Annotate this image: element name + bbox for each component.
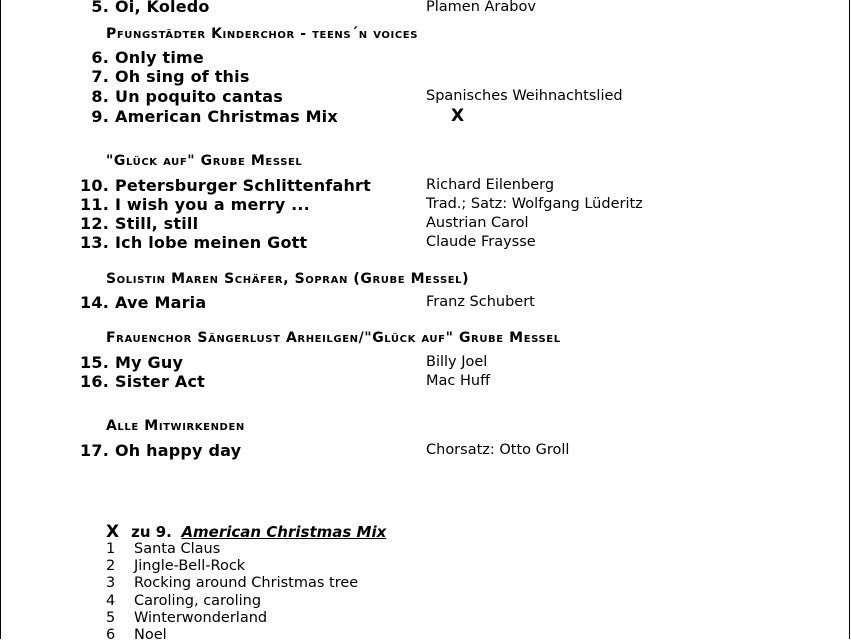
- mix-ref: zu 9.: [131, 523, 172, 541]
- program-item: 17. Oh happy day: [80, 441, 242, 460]
- item-composer: Plamen Arabov: [426, 0, 536, 15]
- item-title: Ave Maria: [115, 293, 207, 312]
- item-composer: Chorsatz: Otto Groll: [426, 442, 570, 458]
- program-item: 5. Oi, Koledo: [73, 0, 210, 16]
- group-heading: Pfungstädter Kinderchor - teens´n voices: [106, 26, 418, 42]
- mix-song: 1 Santa Claus: [106, 541, 221, 557]
- item-composer: Spanisches Weihnachtslied: [426, 88, 623, 104]
- item-title: Still, still: [115, 214, 199, 233]
- item-composer: Franz Schubert: [426, 294, 535, 310]
- item-title: Only time: [115, 48, 204, 67]
- item-title: American Christmas Mix: [115, 107, 338, 126]
- mix-reference-mark: X: [451, 106, 465, 126]
- mix-song: 4 Caroling, caroling: [106, 593, 262, 609]
- group-heading: Alle Mitwirkenden: [106, 418, 245, 434]
- program-item: 13. Ich lobe meinen Gott: [80, 233, 308, 252]
- item-title: Oh happy day: [115, 441, 242, 460]
- item-title: My Guy: [115, 353, 184, 372]
- mix-song: 6 Noel: [106, 627, 167, 643]
- program-item: 9. American Christmas Mix: [91, 107, 338, 126]
- item-composer: Richard Eilenberg: [426, 177, 555, 193]
- item-title: Un poquito cantas: [115, 87, 283, 106]
- program-item: 14. Ave Maria: [80, 293, 207, 312]
- mix-marker: X: [106, 522, 120, 542]
- group-heading: Frauenchor Sängerlust Arheilgen/"Glück auf" Grube Messel: [106, 330, 561, 346]
- program-item: 8. Un poquito cantas: [91, 87, 283, 106]
- program-item: 7. Oh sing of this: [91, 67, 250, 86]
- item-composer: Mac Huff: [426, 373, 491, 389]
- item-title: Oi, Koledo: [115, 0, 210, 16]
- program-item: 12. Still, still: [80, 214, 199, 233]
- mix-song: 2 Jingle-Bell-Rock: [106, 558, 246, 574]
- program-item: 16. Sister Act: [80, 372, 206, 391]
- program-item: 10. Petersburger Schlittenfahrt: [80, 176, 371, 195]
- item-composer: Austrian Carol: [426, 215, 529, 231]
- item-composer: Billy Joel: [426, 354, 488, 370]
- program-item: 11. I wish you a merry ...: [80, 195, 310, 214]
- page-right-border: [849, 0, 850, 639]
- item-title: Ich lobe meinen Gott: [115, 233, 308, 252]
- item-composer: Claude Fraysse: [426, 234, 536, 250]
- group-heading: Solistin Maren Schäfer, Sopran (Grube Messel): [106, 271, 470, 287]
- item-title: I wish you a merry ...: [115, 195, 310, 214]
- mix-heading: [106, 522, 386, 542]
- page-left-border: [0, 0, 1, 639]
- group-heading: "Glück auf" Grube Messel: [106, 153, 303, 169]
- mix-title: American Christmas Mix: [181, 523, 387, 541]
- mix-song: 5 Winterwonderland: [106, 610, 268, 626]
- mix-song: 3 Rocking around Christmas tree: [106, 575, 359, 591]
- program-item: 15. My Guy: [80, 353, 184, 372]
- item-title: Petersburger Schlittenfahrt: [115, 176, 371, 195]
- item-composer: Trad.; Satz: Wolfgang Lüderitz: [426, 196, 643, 212]
- program-item: 6. Only time: [91, 48, 204, 67]
- item-title: Oh sing of this: [115, 67, 250, 86]
- item-title: Sister Act: [115, 372, 206, 391]
